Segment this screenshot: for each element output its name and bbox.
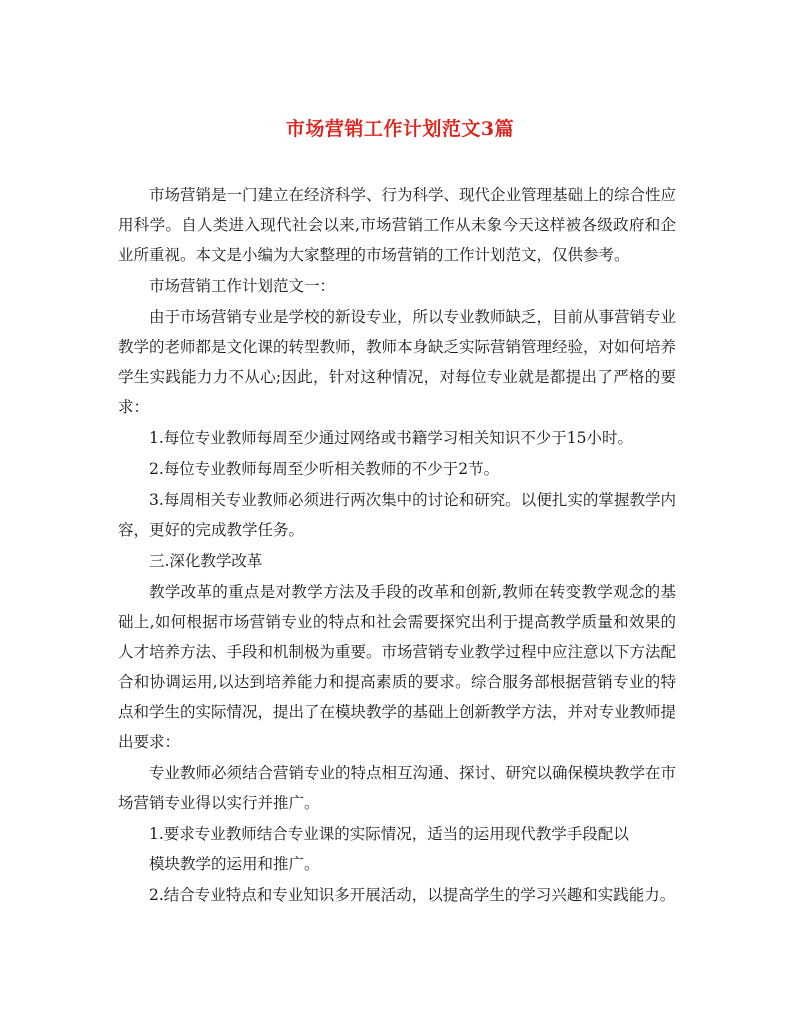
paragraph-item-3: 3.每周相关专业教师必须进行两次集中的讨论和研究。以便扎实的掌握教学内容，更好的完成教学任务。: [118, 491, 676, 539]
paragraph-section-heading: 三.深化教学改革: [149, 552, 263, 570]
paragraph-background: 由于市场营销专业是学校的新设专业，所以专业教师缺乏，目前从事营销专业教学的老师都是文化课的转型教师，教师本身缺乏实际营销管理经验，对如何培养学生实践能力力不从心;因此，针对这种情况，对每位专业就是都提出了严格的要求：: [118, 308, 677, 416]
paragraph-requirement-1: 1.要求专业教师结合专业课的实际情况，适当的运用现代教学手段配以: [149, 825, 629, 843]
paragraph-reform: 教学改革的重点是对教学方法及手段的改革和创新,教师在转变教学观念的基础上,如何根据市场营销专业的特点和社会需要探究出利于提高教学质量和效果的人才培养方法、手段和机制极为重要。市场营销专业教学过程中应注意以下方法配合和协调运用,以达到培养能力和提高素质的要求。综合服务部根据营销专业的特点和学生的实际情况，提出了在模块教学的基础上创新教学方法，并对专业教师提出要求：: [118, 583, 677, 751]
document-title: 市场营销工作计划范文3篇: [285, 118, 515, 140]
paragraph-requirement-2: 2.结合专业特点和专业知识多开展活动，以提高学生的学习兴趣和实践能力。: [149, 886, 676, 904]
paragraph-intro: 市场营销是一门建立在经济科学、行为科学、现代企业管理基础上的综合性应用科学。自人类进入现代社会以来,市场营销工作从未象今天这样被各级政府和企业所重视。本文是小编为大家整理的市场营销的工作计划范文，仅供参考。: [118, 186, 677, 264]
document-body: [118, 180, 676, 910]
paragraph-plan-one-heading: 市场营销工作计划范文一：: [149, 277, 336, 295]
paragraph-item-1: 1.每位专业教师每周至少通过网络或书籍学习相关知识不少于15小时。: [149, 429, 634, 447]
paragraph-teacher-requirement: 专业教师必须结合营销专业的特点相互沟通、探讨、研究以确保模块教学在市场营销专业得以实行并推广。: [118, 764, 677, 812]
paragraph-requirement-1-cont: 模块教学的运用和推广。: [149, 855, 320, 873]
paragraph-item-2: 2.每位专业教师每周至少听相关教师的不少于2节。: [149, 460, 500, 478]
